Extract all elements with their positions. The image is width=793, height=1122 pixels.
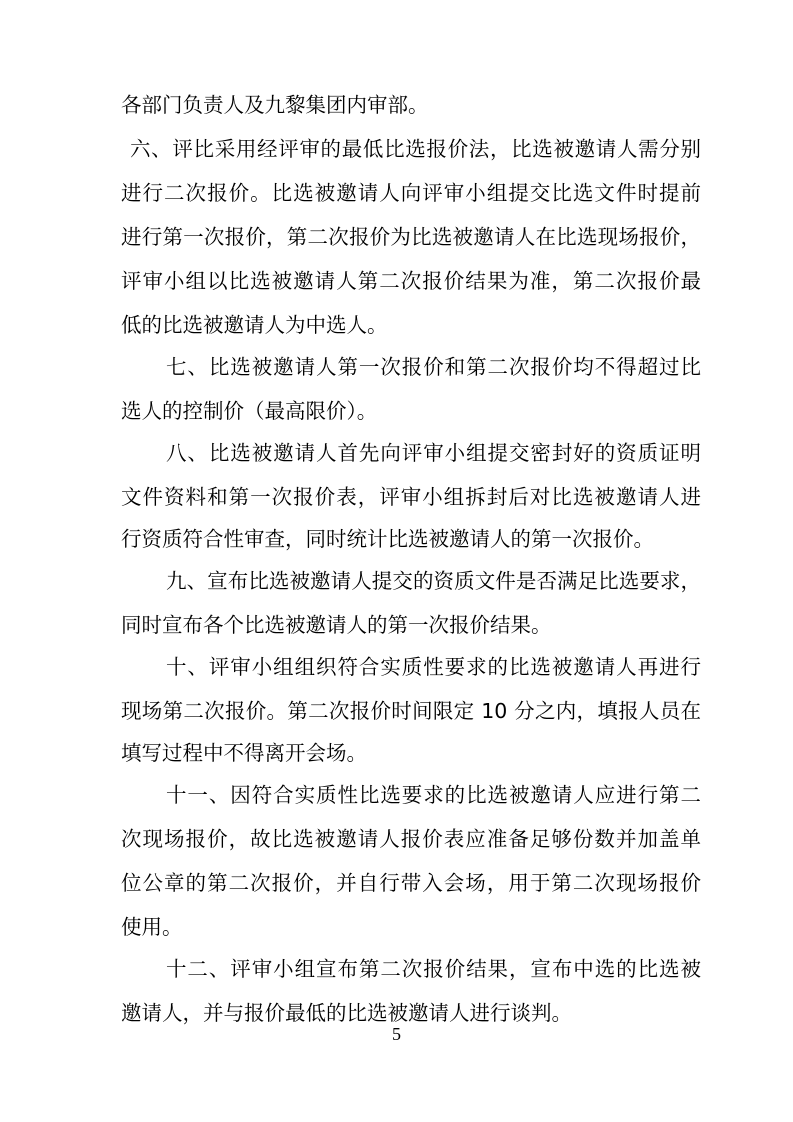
text-line: 次现场报价，故比选被邀请人报价表应准备足够份数并加盖单 <box>121 827 701 851</box>
text-line: 进行第一次报价，第二次报价为比选被邀请人在比选现场报价， <box>121 225 701 249</box>
text-line: 同时宣布各个比选被邀请人的第一次报价结果。 <box>121 613 552 637</box>
text-line: 进行二次报价。比选被邀请人向评审小组提交比选文件时提前 <box>121 181 701 205</box>
text-line: 各部门负责人及九黎集团内审部。 <box>121 93 429 117</box>
text-line: 填写过程中不得离开会场。 <box>121 741 367 765</box>
page-number: 5 <box>392 1024 401 1044</box>
text-line: 文件资料和第一次报价表，评审小组拆封后对比选被邀请人进 <box>121 485 701 509</box>
text-line: 十、评审小组组织符合实质性要求的比选被邀请人再进行 <box>166 655 701 679</box>
text-line: 邀请人，并与报价最低的比选被邀请人进行谈判。 <box>121 1001 572 1025</box>
text-line: 六、评比采用经评审的最低比选报价法，比选被邀请人需分别 <box>130 137 701 161</box>
text-line: 低的比选被邀请人为中选人。 <box>121 313 388 337</box>
text-line: 位公章的第二次报价，并自行带入会场，用于第二次现场报价 <box>121 871 701 895</box>
text-line: 十二、评审小组宣布第二次报价结果，宣布中选的比选被 <box>166 957 701 981</box>
text-line: 评审小组以比选被邀请人第二次报价结果为准，第二次报价最 <box>121 269 701 293</box>
text-line: 使用。 <box>121 915 183 939</box>
text-line: 八、比选被邀请人首先向评审小组提交密封好的资质证明 <box>166 441 701 465</box>
text-line: 现场第二次报价。第二次报价时间限定 10 分之内，填报人员在 <box>121 699 701 723</box>
text-line: 行资质符合性审查，同时统计比选被邀请人的第一次报价。 <box>121 527 654 551</box>
text-line: 七、比选被邀请人第一次报价和第二次报价均不得超过比 <box>166 355 701 379</box>
text-line: 选人的控制价（最高限价）。 <box>121 399 378 423</box>
text-line: 九、宣布比选被邀请人提交的资质文件是否满足比选要求， <box>166 569 701 593</box>
text-line: 十一、因符合实质性比选要求的比选被邀请人应进行第二 <box>166 783 701 807</box>
